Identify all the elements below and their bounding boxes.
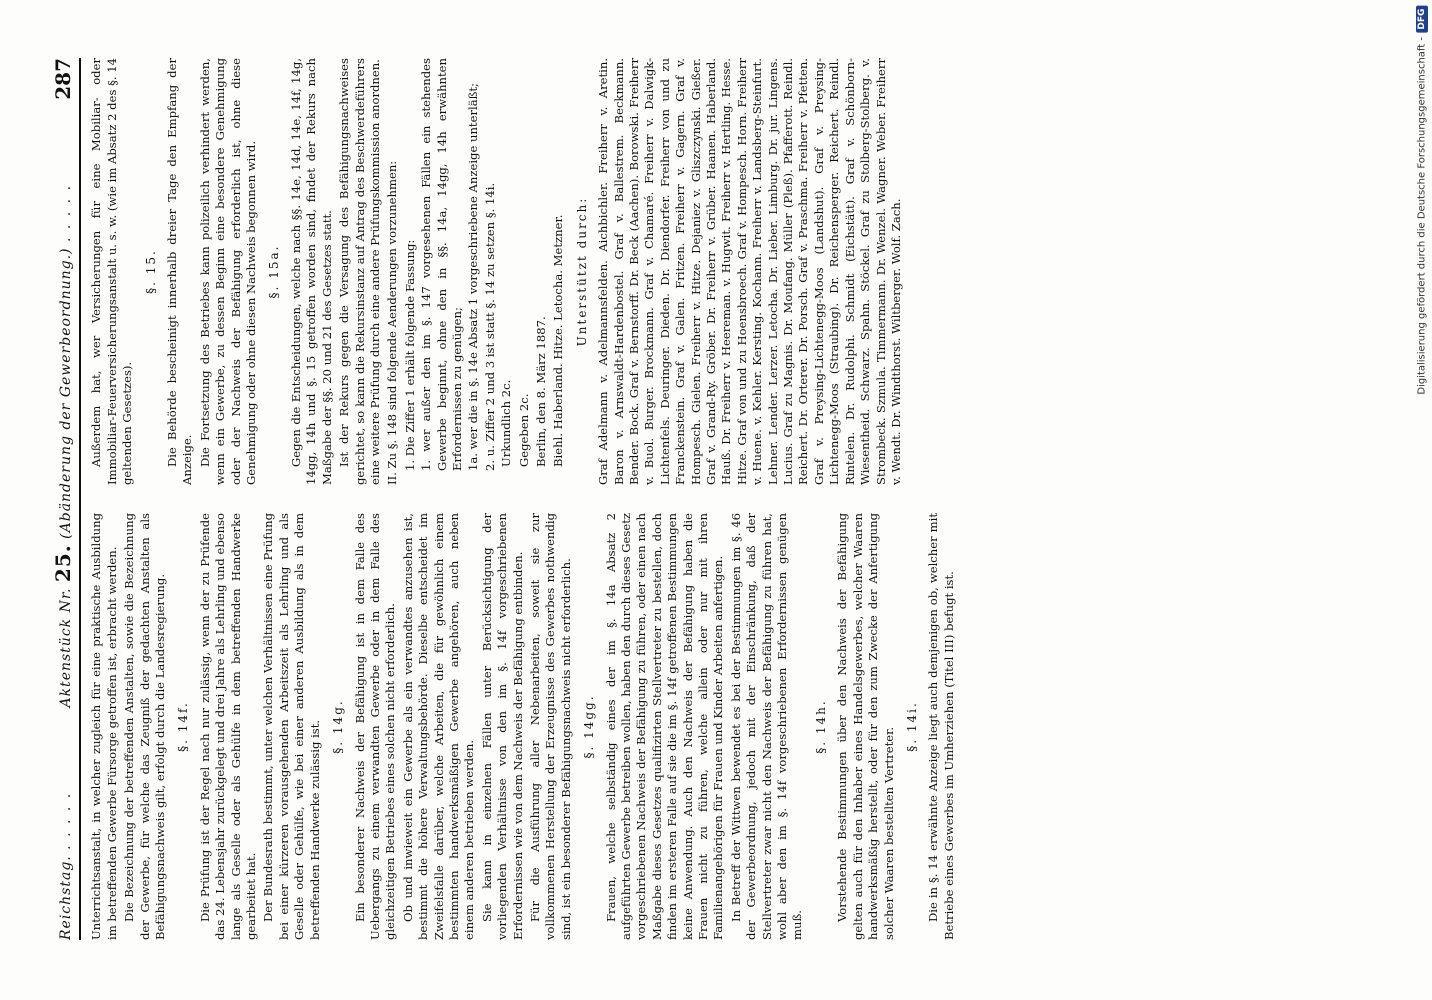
section-heading: §. 14h. (813, 699, 828, 754)
header-dots-left: . . . . . (58, 791, 74, 850)
paragraph: Ob und inwieweit ein Gewerbe als ein verwandtes anzusehen ist, bestimmt die höhere Verwaltungsbehörde. Dieselbe entscheidet im Zweifelsfalle darüber, welche Arbeiten, die für gewöhnlich einem bestimmten handwerksmäßigen Gewerbe angehören, auch neben einem anderen betrieben werden. (400, 513, 477, 940)
list-item: 1. Die Ziffer 1 erhält folgende Fassung: (402, 239, 417, 471)
amendment-heading: II. Zu §. 148 sind folgende Aenderungen vorzunehmen: (385, 160, 400, 485)
closing-formula: Gegeben 2c. (516, 393, 531, 467)
authors-line: Biehl. Haberland. Hitze. Letocha. Metzner. (551, 214, 566, 467)
paragraph: Sie kann in einzelnen Fällen unter Berücksichtigung der vorliegenden Verhältnisse von den im §. 14f vorgeschriebenen Erfordernissen wie von dem Nachweis der Befähigung entbinden. (479, 513, 525, 940)
paragraph: Die Behörde bescheinigt innerhalb dreier Tage den Empfang der Anzeige. (165, 58, 195, 485)
text-columns (89, 58, 959, 940)
header-document-title: (Abänderung der Gewerbeordnung.) (58, 247, 74, 539)
section-heading: §. 14gg. (582, 694, 597, 759)
header-center (51, 183, 75, 708)
page-number: 287 (51, 58, 75, 100)
digitization-credit (1416, 6, 1428, 395)
paragraph: Vorstehende Bestimmungen über den Nachweis der Befähigung gelten auch für den Inhaber eines Handelsgewerbes, welcher Waaren handwerksmäßig herstellt, oder für den zum Zwecke der Anfertigung solcher Waaren bestellten Vertreter. (835, 513, 896, 940)
section-heading: §. 15a. (267, 244, 282, 299)
paragraph: In Betreff der Wittwen bewendet es bei der Bestimmungen im §. 46 der Gewerbeordnung, jedoch mit der Einschränkung, daß der Stellvertreter zwar nicht den Nachweis der Befähigung zu führen hat, wohl aber den im §. 14f vorgeschriebenen Erfordernissen genügen muß. (728, 513, 805, 940)
section-heading: §. 14f. (176, 701, 191, 752)
closing-formula: Urkundlich 2c. (499, 379, 514, 467)
paragraph: Die Bezeichnung der betreffenden Anstalten, sowie die Bezeichnung der Gewerbe, für welche das Zeugniß der gedachten Anstalten als Befähigungsnachweis gilt, erfolgt durch die Landesregierung. (122, 513, 168, 940)
signers-list: Graf Adelmann v. Adelmannsfelden. Aichbichler. Freiherr v. Aretin. Baron v. Arnswaldt-Hardenbostel. Graf v. Ballestrem. Beckmann. Bender. Bock. Graf v. Bernstorff. Dr. Beck (Aachen). Borowski. Freiherr v. Buol. Burger. Brockmann. Graf v. Chamaré. Freiherr v. Dalwigk-Lichtenfels. Deuringer. Dieden. Dr. Diendorfer. Freiherr von und zu Franckenstein. Graf v. Galen. Fritzen. Freiherr v. Gagern. Graf v. Hompesch. Gielen. Freiherr v. Hitze. Dejaniez v. Gliszczynski. Gießer. Graf v. Grand-Ry. Gröber. Dr. Freiherr v. Grüber. Haanen. Haberland. Hauß. Dr. Freiherr v. Heereman. v. Hugwit. Freiherr v. Hertling. Hesse. Hitze. Graf von und zu Hoensbroech. Graf v. Hompesch. Horn. Freiherr v. Huene. v. Kehler. Kersting. Kochann. Freiherr v. Landsberg-Steinfurt. Lehner. Lender. Lerzer. Letocha. Dr. Lieber. Limburg. Dr. jur. Lingens. Lucius. Graf zu Magnis. Dr. Moufang. Müller (Pleß). Pfafferott. Reindl. Reichert. Dr. Orterer. Dr. Porsch. Graf v. Praschma. Freiherr v. Pfetten. Graf v. Preysing-Lichtenegg-Moos (Landshut). Graf v. Preysing-Lichtenegg-Moos (Straubing). Dr. Reichensperger. Reichert. Reindl. Rintelen. Dr. Rudolphi. Schmidt (Eichstätt). Graf v. Schönborn-Wiesentheid. Schwarz. Spahn. Stöckel. Graf zu Stolberg-Stolberg. v. Strombeck. Szmula. Timmermann. Dr. Wenzel. Wagner. Weber. Freiherr v. Wendt. Dr. Windthorst. Wiltberger. Wolf. Zach. (596, 58, 903, 485)
header-left (59, 792, 74, 940)
paragraph: Ist der Rekurs gegen die Versagung des Befähigungsnachweises gerichtet, so kann die Rekursinstanz auf Antrag des Beschwerdeführers eine weitere Prüfung durch eine andere Prüfungskommission anordnen. (337, 58, 382, 485)
paragraph: Die Fortsetzung des Betriebes kann polizeilich verhindert werden, wenn ein Gewerbe, zu dessen Beginn eine besondere Genehmigung oder der Nachweis der Befähigung erforderlich ist, ohne diese Genehmigung oder ohne diesen Nachweis begonnen wird. (197, 58, 259, 485)
header-document-number: 25. (51, 544, 75, 583)
list-item: 1. wer außer den im §. 147 vorgesehenen Fällen ein stehendes Gewerbe beginnt, ohne den in §§. 14a, 14gg, 14h erwähnten Erfordernissen zu genügen; (419, 58, 464, 471)
page-header (51, 58, 81, 940)
credit-text: Digitalisierung gefördert durch die Deutsche Forschungsgemeinschaft - (1416, 37, 1428, 395)
section-heading: §. 14i. (904, 701, 919, 752)
paragraph: Die in §. 14 erwähnte Anzeige liegt auch demjenigen ob, welcher mit Betriebe eines Gewerbes im Umherziehen (Titel III) befugt ist. (926, 513, 956, 940)
header-document-label: Aktenstück Nr. (58, 587, 74, 708)
paragraph: Ein besonderer Nachweis der Befähigung ist in dem Falle des Uebergangs zu einem verwandten Gewerbe oder in dem Falle des gleichzeitigen Betriebes eines solchen nicht erforderlich. (352, 513, 398, 940)
list-item: 1a. wer die in §. 14e Absatz 1 vorgeschriebene Anzeige unterläßt; (466, 83, 481, 471)
supported-by-heading: Unterstützt durch: (574, 196, 589, 347)
list-item: 2. u. Ziffer 2 und 3 ist statt §. 14 zu setzen §. 14i. (482, 182, 497, 471)
paragraph: Der Bundesrath bestimmt, unter welchen Verhältnissen eine Prüfung bei einer kürzeren vorausgehenden Arbeitszeit als Lehrling und als Geselle oder Gehülfe, wie bei einer anderen Ausbildung als in dem betreffenden Handwerke zulässig ist. (261, 513, 322, 940)
document-page (16, 0, 1416, 1000)
header-dots-right: . . . . . (58, 183, 74, 243)
paragraph: Außerdem hat, wer Versicherungen für eine Mobiliar- oder Immobiliar-Feuerversicherungsanstalt u. s. w. (wie im Absatz 2 des §. 14 geltenden Gesetzes). (89, 57, 135, 485)
section-heading: §. 15. (143, 249, 158, 294)
dfg-logo: DFG (1416, 6, 1428, 33)
header-journal: Reichstag. (58, 855, 74, 940)
right-column (89, 58, 959, 485)
paragraph: Gegen die Entscheidungen, welche nach §§. 14e, 14d, 14e, 14f, 14g, 14gg, 14h und §. 15 getroffen worden sind, findet der Rekurs nach Maßgabe der §§. 20 und 21 des Gesetzes statt. (288, 58, 334, 485)
place-date: Berlin, den 8. März 1887. (533, 316, 548, 467)
left-column (89, 513, 959, 940)
paragraph: Für die Ausführung aller Nebenarbeiten, soweit sie zur vollkommenen Herstellung der Erzeugnisse des Gewerbes nothwendig sind, ist ein besonderer Befähigungsnachweis nicht erforderlich. (527, 513, 573, 940)
paragraph: Die Prüfung ist der Regel nach nur zulässig, wenn der zu Prüfende das 24. Lebensjahr zurückgelegt und drei Jahre als Lehrling und ebenso lange als Geselle oder als Gehülfe in dem betreffenden Handwerke gearbeitet hat. (197, 513, 259, 940)
paragraph: Frauen, welche selbständig eines der im §. 14a Absatz 2 aufgeführten Gewerbe betreiben wollen, haben den durch dieses Gesetz vorgeschriebenen Nachweis der Befähigung zu führen, oder einen nach Maßgabe dieses Gesetzes qualifizirten Stellvertreter zu bestellen, doch finden im ersteren Falle auf sie die im §. 14f getroffenen Bestimmungen keine Anwendung. Auch den Nachweis der Befähigung haben die Frauen nicht zu führen, welche allein oder nur mit ihren Familienangehörigen für Frauen und Kinder Arbeiten anfertigen. (603, 513, 726, 940)
section-heading: §. 14g. (331, 699, 346, 754)
paragraph: Unterrichtsanstalt, in welcher zugleich für eine praktische Ausbildung im betreffenden Gewerbe Fürsorge getroffen ist, erbracht werden. (89, 513, 119, 940)
